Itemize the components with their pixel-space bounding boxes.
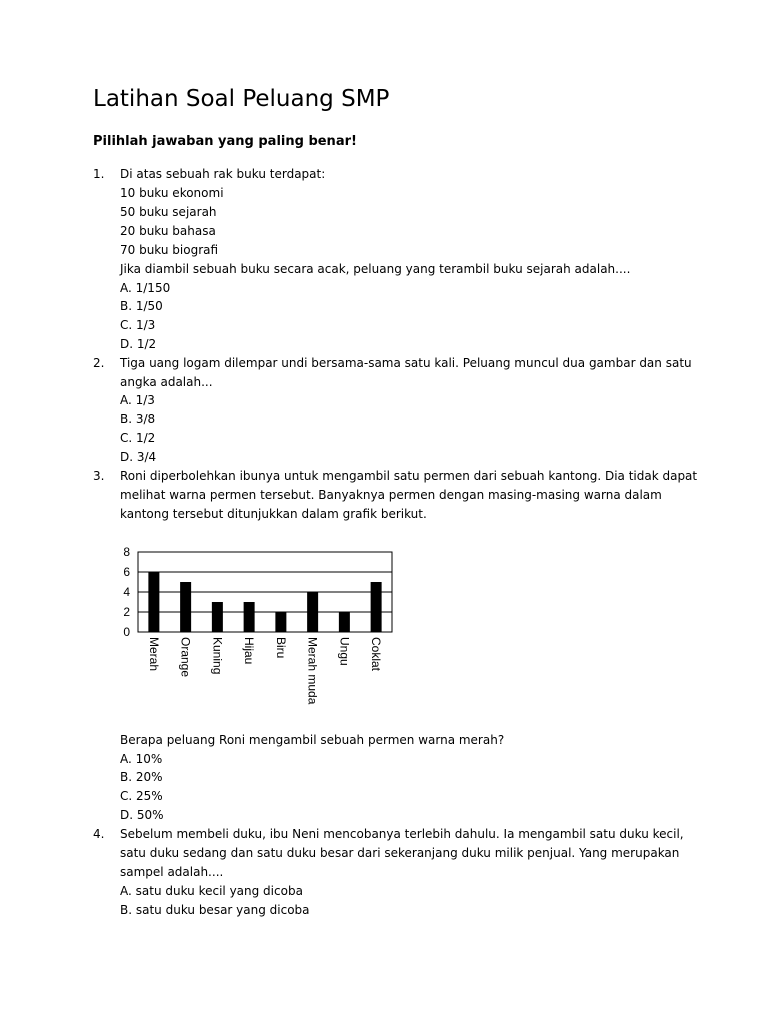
q1-option-b: B. 1/50 bbox=[120, 299, 163, 313]
x-tick-label: Merah muda bbox=[305, 637, 320, 705]
bar-orange bbox=[180, 582, 191, 632]
q3-text: kantong tersebut ditunjukkan dalam grafik berikut. bbox=[120, 507, 427, 521]
y-tick-label: 4 bbox=[123, 585, 130, 599]
q4-number: 4. bbox=[93, 827, 105, 841]
q2-number: 2. bbox=[93, 356, 105, 370]
bar-ungu bbox=[339, 612, 350, 632]
q1-item: 10 buku ekonomi bbox=[120, 186, 224, 200]
q1-item: 20 buku bahasa bbox=[120, 224, 216, 238]
bar-merah bbox=[148, 572, 159, 632]
bar-biru bbox=[275, 612, 286, 632]
q3-option-a: A. 10% bbox=[120, 752, 163, 766]
q2-text: angka adalah... bbox=[120, 375, 213, 389]
x-tick-label: Ungu bbox=[337, 637, 352, 666]
x-tick-label: Kuning bbox=[210, 637, 225, 675]
q4-text: satu duku sedang dan satu duku besar dari sekeranjang duku milik penjual. Yang merupakan bbox=[120, 846, 680, 860]
instruction-text: Pilihlah jawaban yang paling benar! bbox=[93, 134, 357, 149]
x-tick-label: Merah bbox=[146, 637, 161, 672]
q3-number: 3. bbox=[93, 469, 105, 483]
q2-option-a: A. 1/3 bbox=[120, 393, 155, 407]
q4-text: sampel adalah.... bbox=[120, 865, 224, 879]
q3-option-c: C. 25% bbox=[120, 789, 163, 803]
q4-option-b: B. satu duku besar yang dicoba bbox=[120, 903, 310, 917]
x-tick-label: Hijau bbox=[242, 637, 257, 665]
bar-hijau bbox=[244, 602, 255, 632]
q2-option-b: B. 3/8 bbox=[120, 412, 156, 426]
q3-option-b: B. 20% bbox=[120, 770, 163, 784]
q2-option-d: D. 3/4 bbox=[120, 450, 157, 464]
q2-text: Tiga uang logam dilempar undi bersama-sama satu kali. Peluang muncul dua gambar dan satu bbox=[120, 356, 692, 370]
bar-coklat bbox=[371, 582, 382, 632]
x-tick-label: Coklat bbox=[369, 637, 384, 672]
q1-option-d: D. 1/2 bbox=[120, 337, 157, 351]
y-tick-label: 0 bbox=[123, 625, 130, 639]
bar-merah-muda bbox=[307, 592, 318, 632]
x-tick-label: Orange bbox=[178, 637, 193, 678]
y-tick-label: 8 bbox=[123, 545, 130, 559]
candy-bar-chart bbox=[110, 540, 410, 720]
q1-option-a: A. 1/150 bbox=[120, 281, 171, 295]
q3-option-d: D. 50% bbox=[120, 808, 164, 822]
page-title: Latihan Soal Peluang SMP bbox=[93, 86, 390, 112]
q1-number: 1. bbox=[93, 167, 105, 181]
q2-option-c: C. 1/2 bbox=[120, 431, 156, 445]
y-tick-label: 6 bbox=[123, 565, 130, 579]
q3-question: Berapa peluang Roni mengambil sebuah permen warna merah? bbox=[120, 733, 505, 747]
q3-text: melihat warna permen tersebut. Banyaknya permen dengan masing-masing warna dalam bbox=[120, 488, 662, 502]
q1-item: 70 buku biografi bbox=[120, 243, 219, 257]
y-tick-label: 2 bbox=[123, 605, 130, 619]
q1-question: Jika diambil sebuah buku secara acak, peluang yang terambil buku sejarah adalah.... bbox=[120, 262, 631, 276]
q1-intro: Di atas sebuah rak buku terdapat: bbox=[120, 167, 326, 181]
bar-kuning bbox=[212, 602, 223, 632]
q4-option-a: A. satu duku kecil yang dicoba bbox=[120, 884, 303, 898]
q1-item: 50 buku sejarah bbox=[120, 205, 217, 219]
q4-text: Sebelum membeli duku, ibu Neni mencobanya terlebih dahulu. Ia mengambil satu duku kecil, bbox=[120, 827, 684, 841]
x-tick-label: Biru bbox=[273, 637, 288, 659]
q3-text: Roni diperbolehkan ibunya untuk mengambil satu permen dari sebuah kantong. Dia tidak dapat bbox=[120, 469, 698, 483]
q1-option-c: C. 1/3 bbox=[120, 318, 156, 332]
